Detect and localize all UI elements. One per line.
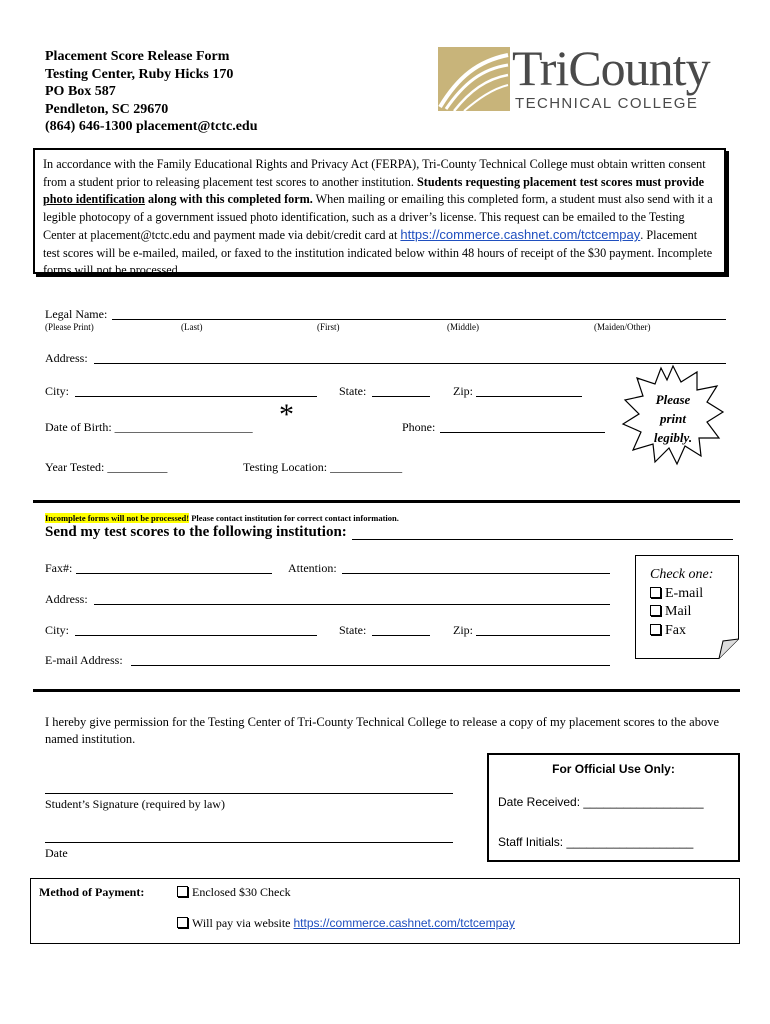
option-email-label: E-mail [665, 585, 704, 601]
please-print-starburst [621, 364, 725, 466]
signature-label: Student’s Signature (required by law) [45, 797, 225, 811]
attention-label: Attention: [288, 561, 337, 575]
notice-photo-id: photo identification [43, 192, 145, 206]
inst-city-field[interactable] [75, 635, 317, 636]
date-line[interactable] [45, 842, 453, 843]
inst-email-field[interactable] [131, 665, 610, 666]
notice-bold-2: along with this completed form. [144, 192, 313, 206]
option-mail[interactable] [650, 603, 713, 622]
official-use-box [487, 753, 740, 862]
name-part-last: (Last) [181, 322, 203, 332]
official-use-title: For Official Use Only: [552, 762, 675, 776]
section-divider-top [33, 500, 740, 503]
state-field[interactable] [372, 396, 430, 397]
ferpa-notice-box [33, 148, 726, 277]
fax-field[interactable] [76, 573, 272, 574]
starburst-line-3: legibly. [653, 430, 693, 445]
state-label: State: [339, 384, 367, 398]
date-received-field[interactable]: Date Received: __________________ [498, 795, 704, 809]
inst-address-label: Address: [45, 592, 88, 606]
address-label: Address: [45, 351, 88, 365]
notice-bold-1: Students requesting placement test scores must provide [417, 174, 705, 189]
notice-text-1: In accordance with the Family Educational Rights and Privacy Act (FERPA), Tri-County Technical College must obtain written consent from a student prior to releasing placement test scores to another institution. [43, 157, 706, 189]
inst-city-label: City: [45, 623, 70, 637]
form-title: Placement Score Release Form [45, 49, 230, 64]
payment-option-check[interactable] [177, 885, 291, 900]
city-state-line: Pendleton, SC 29670 [45, 101, 169, 117]
signature-line[interactable] [45, 793, 453, 794]
name-part-first: (First) [317, 322, 340, 332]
testing-center-line: Testing Center, Ruby Hicks 170 [45, 66, 234, 82]
logo-name: TriCounty [512, 40, 710, 96]
website-checkbox[interactable] [177, 917, 188, 928]
option-mail-label: Mail [665, 604, 692, 619]
staff-initials-field[interactable]: Staff Initials: ___________________ [498, 835, 694, 849]
tricounty-logo [438, 40, 728, 115]
payment-box [30, 878, 740, 944]
payment-option-website-label: Will pay via website [192, 916, 294, 930]
attention-field[interactable] [342, 573, 610, 574]
payment-option-check-label: Enclosed $30 Check [192, 885, 291, 899]
inst-zip-label: Zip: [453, 623, 473, 637]
year-tested-field[interactable]: Year Tested: __________ [45, 460, 168, 474]
po-box-line: PO Box 587 [45, 84, 116, 99]
fax-checkbox[interactable] [650, 624, 661, 635]
name-part-maiden: (Maiden/Other) [594, 322, 651, 332]
fax-label: Fax#: [45, 561, 73, 575]
inst-email-label: E-mail Address: [45, 653, 123, 667]
name-part-middle: (Middle) [447, 322, 479, 332]
date-label: Date [45, 846, 68, 860]
email-checkbox[interactable] [650, 587, 661, 598]
section-divider-bottom [33, 689, 740, 692]
warning-rest: Please contact institution for correct contact information. [189, 513, 399, 523]
inst-address-field[interactable] [94, 604, 610, 605]
phone-field[interactable] [440, 432, 605, 433]
inst-zip-field[interactable] [476, 635, 610, 636]
logo-subtitle: TECHNICAL COLLEGE [515, 95, 699, 112]
inst-state-label: State: [339, 623, 367, 637]
asterisk-mark: * [279, 398, 294, 431]
logo-swoosh-icon [438, 47, 510, 111]
city-label: City: [45, 384, 70, 398]
notice-text-3: . Placement test scores will be e-mailed, mailed, or faxed to the institution indicated below within 48 hours of receipt of the $30 payment. Incomplete forms will not be processed. [43, 228, 713, 277]
notice-text-2: When mailing or emailing this completed form, a student must also send with it a legible photocopy of a government issued photo identification, such as a driver’s license. This request can be emailed to the Testing Center at placement@tctc.edu and payment made via debit/credit card at [43, 192, 713, 242]
payment-cashnet-link[interactable]: https://commerce.cashnet.com/tctcempay [293, 916, 515, 930]
cashnet-link[interactable]: https://commerce.cashnet.com/tctcempay [400, 227, 641, 242]
permission-text: I hereby give permission for the Testing Center of Tri-County Technical College to release a copy of my placement scores to the above named institution. [45, 715, 719, 746]
option-fax-label: Fax [665, 622, 686, 638]
testing-location-field[interactable]: Testing Location: ____________ [243, 460, 403, 474]
warning-highlight: Incomplete forms will not be processed! [45, 513, 190, 523]
check-one-box [635, 555, 739, 659]
phone-label: Phone: [402, 420, 436, 434]
zip-field[interactable] [476, 396, 582, 397]
contact-line: (864) 646-1300 placement@tctc.edu [45, 119, 258, 134]
option-email[interactable] [650, 585, 713, 604]
legal-name-label: Legal Name: [45, 307, 108, 321]
inst-state-field[interactable] [372, 635, 430, 636]
city-field[interactable] [75, 396, 317, 397]
starburst-line-2: print [659, 411, 686, 426]
starburst-line-1: Please [655, 392, 691, 407]
institution-name-field[interactable] [352, 539, 733, 540]
institution-heading: Send my test scores to the following institution: [45, 524, 347, 540]
legal-name-field[interactable] [112, 319, 726, 320]
header-address-block [45, 48, 257, 136]
check-checkbox[interactable] [177, 886, 188, 897]
payment-option-website[interactable] [177, 916, 515, 931]
name-part-print: (Please Print) [45, 322, 94, 332]
dob-field[interactable]: Date of Birth: _______________________ [45, 420, 253, 434]
option-fax[interactable] [650, 622, 713, 641]
incomplete-warning [45, 513, 399, 523]
zip-label: Zip: [453, 384, 473, 398]
mail-checkbox[interactable] [650, 605, 661, 616]
check-one-title: Check one: [650, 567, 714, 582]
payment-label: Method of Payment: [39, 885, 145, 899]
